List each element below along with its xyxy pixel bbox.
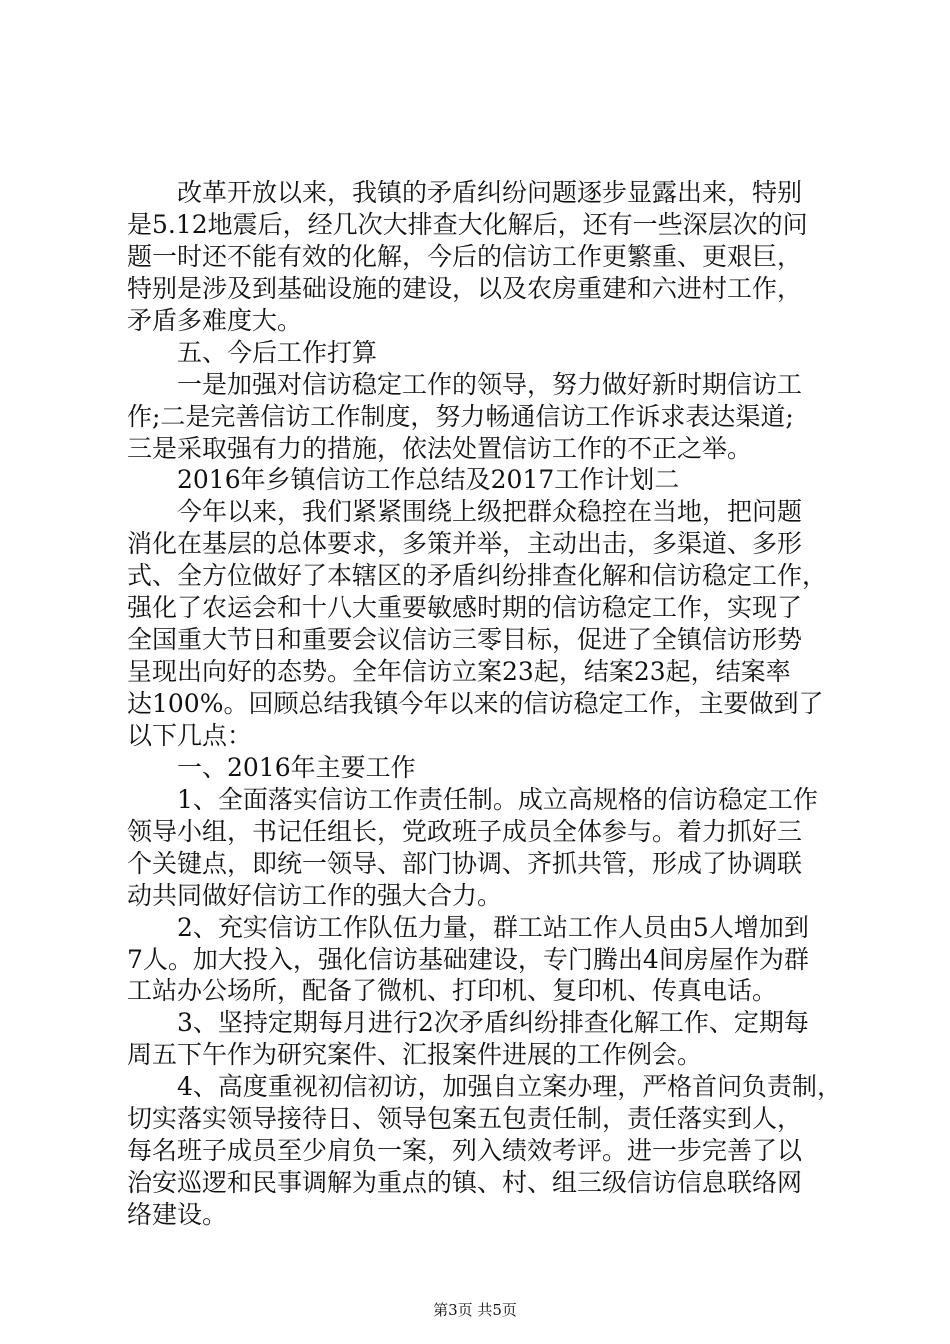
paragraph-line: 领导小组，书记任组长，党政班子成员全体参与。着力抓好三 [127, 816, 803, 846]
paragraph-line: 1、全面落实信访工作责任制。成立高规格的信访稳定工作 [177, 784, 818, 814]
section-heading: 一、2016年主要工作 [177, 752, 416, 782]
paragraph-line: 切实落实领导接待日、领导包案五包责任制，责任落实到人， [127, 1104, 803, 1134]
paragraph-line: 特别是涉及到基础设施的建设，以及农房重建和六进村工作， [127, 273, 803, 303]
paragraph-line: 工站办公场所，配备了微机、打印机、复印机、传真电话。 [127, 976, 778, 1006]
paragraph-line: 以下几点： [127, 720, 253, 750]
paragraph-line: 一是加强对信访稳定工作的领导，努力做好新时期信访工 [177, 369, 803, 399]
paragraph-line: 周五下午作为研究案件、汇报案件进展的工作例会。 [127, 1040, 703, 1070]
paragraph-line: 7人。加大投入，强化信访基础建设，专门腾出4间房屋作为群 [127, 944, 809, 974]
paragraph-line: 三是采取强有力的措施，依法处置信访工作的不正之举。 [127, 433, 753, 463]
paragraph-line: 是5.12地震后，经几次大排查大化解后，还有一些深层次的问 [127, 209, 808, 239]
paragraph-line: 动共同做好信访工作的强大合力。 [127, 880, 503, 910]
paragraph-line: 式、全方位做好了本辖区的矛盾纠纷排查化解和信访稳定工作， [127, 561, 828, 591]
page-number-footer: 第3页 共5页 [433, 1301, 517, 1319]
paragraph-line: 每名班子成员至少肩负一案，列入绩效考评。进一步完善了以 [127, 1136, 803, 1166]
paragraph-line: 个关键点，即统一领导、部门协调、齐抓共管，形成了协调联 [127, 848, 803, 878]
paragraph-line: 消化在基层的总体要求，多策并举，主动出击，多渠道、多形 [127, 529, 803, 559]
paragraph-line: 络建设。 [127, 1200, 228, 1229]
paragraph-line: 改革开放以来，我镇的矛盾纠纷问题逐步显露出来，特别 [177, 178, 803, 207]
paragraph-line: 今年以来，我们紧紧围绕上级把群众稳控在当地，把问题 [177, 497, 803, 527]
paragraph-line: 达100%。回顾总结我镇今年以来的信访稳定工作，主要做到了 [127, 689, 824, 718]
paragraph-line: 呈现出向好的态势。全年信访立案23起，结案23起，结案率 [127, 657, 791, 687]
document-subtitle: 2016年乡镇信访工作总结及2017工作计划二 [177, 465, 680, 495]
paragraph-line: 矛盾多难度大。 [127, 305, 303, 335]
section-heading: 五、今后工作打算 [177, 337, 378, 367]
paragraph-line: 3、坚持定期每月进行2次矛盾纠纷排查化解工作、定期每 [177, 1008, 809, 1038]
paragraph-line: 强化了农运会和十八大重要敏感时期的信访稳定工作，实现了 [127, 593, 803, 623]
paragraph-line: 题一时还不能有效的化解，今后的信访工作更繁重、更艰巨， [127, 241, 803, 271]
paragraph-line: 治安巡逻和民事调解为重点的镇、村、组三级信访信息联络网 [127, 1168, 803, 1198]
paragraph-line: 作;二是完善信访工作制度，努力畅通信访工作诉求表达渠道; [127, 401, 794, 431]
paragraph-line: 全国重大节日和重要会议信访三零目标，促进了全镇信访形势 [127, 625, 803, 655]
paragraph-line: 2、充实信访工作队伍力量，群工站工作人员由5人增加到 [177, 912, 809, 942]
paragraph-line: 4、高度重视初信初访，加强自立案办理，严格首问负责制， [177, 1072, 842, 1102]
